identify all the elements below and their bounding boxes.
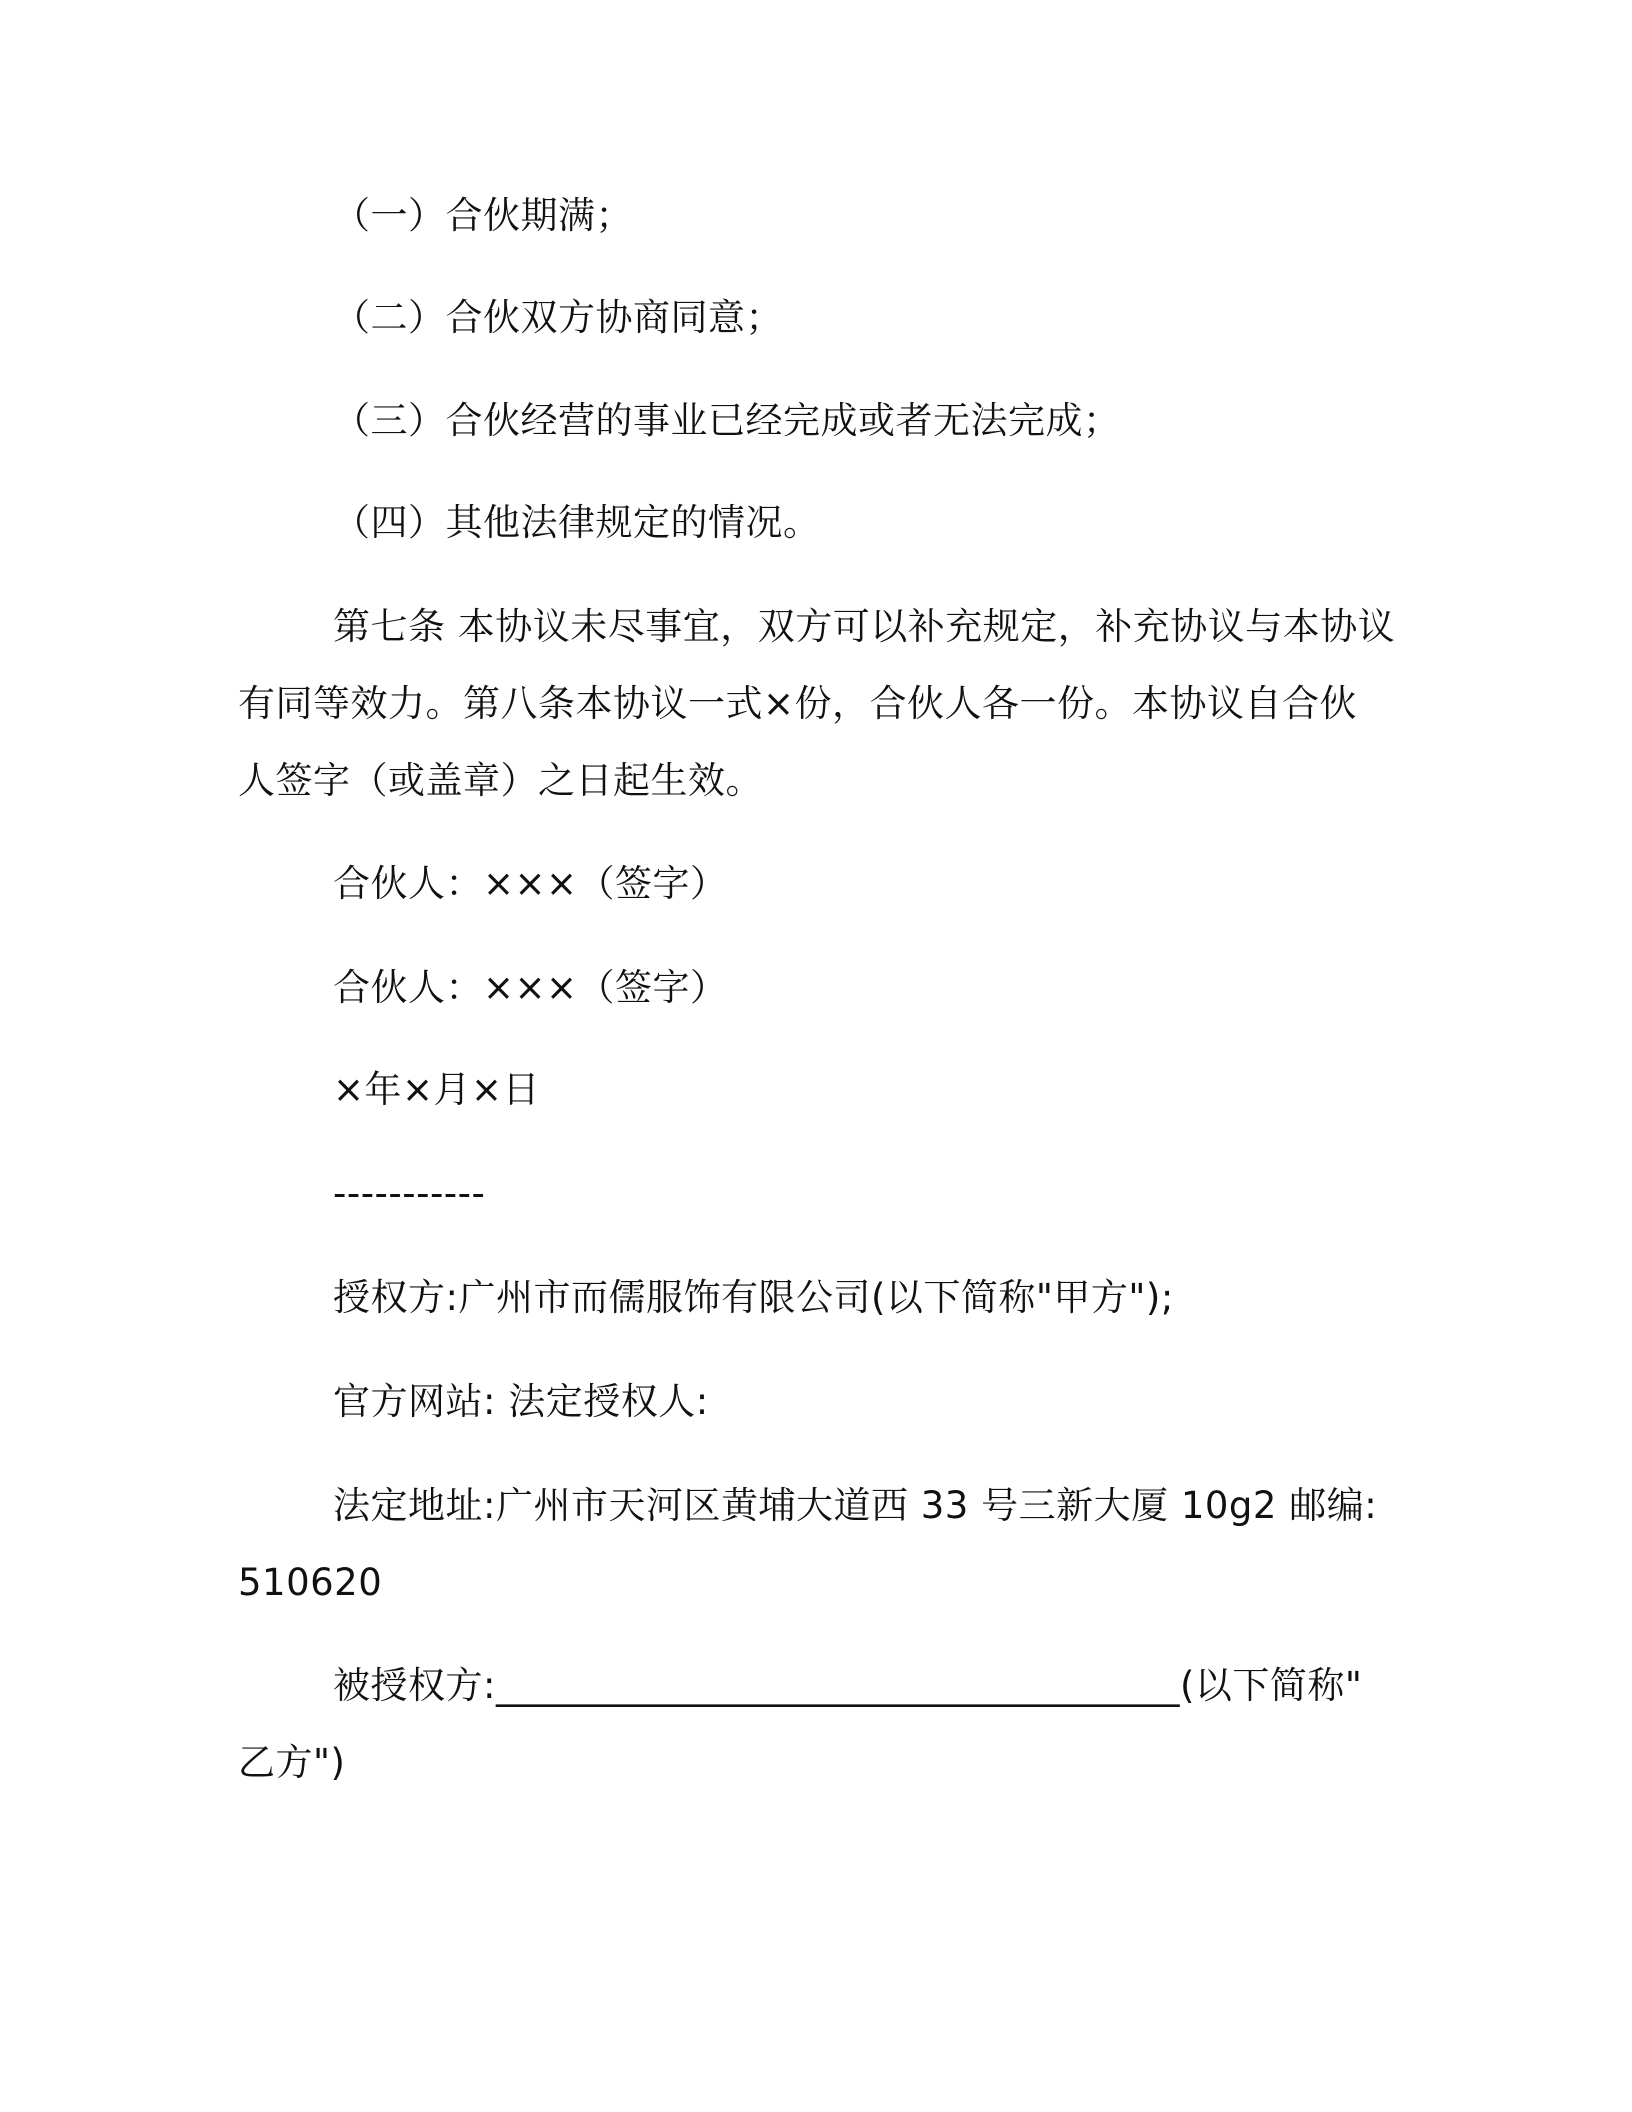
grantee-line-2: 乙方") [238,1741,346,1784]
website-line: 官方网站: 法定授权人: [333,1380,709,1423]
section-separator: ----------- [333,1172,486,1215]
grantor-line: 授权方:广州市而儒服饰有限公司(以下简称"甲方"); [333,1276,1174,1319]
dissolution-item-2: （二）合伙双方协商同意； [333,296,783,339]
article-seven-line-2: 有同等效力。第八条本协议一式×份，合伙人各一份。本协议自合伙 [238,682,1358,725]
signature-partner-1: 合伙人：×××（签字） [333,862,728,905]
signature-date: ×年×月×日 [333,1068,541,1111]
grantee-line-1: 被授权方:____________________________________(以下简称" [333,1664,1363,1707]
signature-partner-2: 合伙人：×××（签字） [333,966,728,1009]
dissolution-item-3: （三）合伙经营的事业已经完成或者无法完成； [333,399,1121,442]
address-line-1: 法定地址:广州市天河区黄埔大道西 33 号三新大厦 10g2 邮编: [333,1484,1378,1527]
article-seven-line-3: 人签字（或盖章）之日起生效。 [238,759,763,802]
dissolution-item-4: （四）其他法律规定的情况。 [333,501,821,544]
dissolution-item-1: （一）合伙期满； [333,194,633,237]
address-line-2: 510620 [238,1561,383,1604]
article-seven-line-1: 第七条 本协议未尽事宜，双方可以补充规定，补充协议与本协议 [333,605,1396,648]
